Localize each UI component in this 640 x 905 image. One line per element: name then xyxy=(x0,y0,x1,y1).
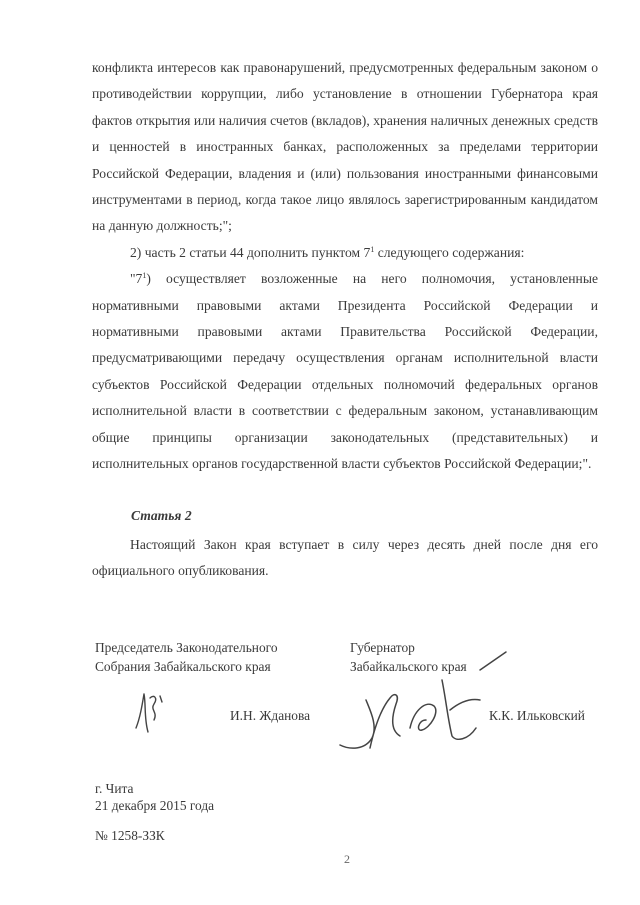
left-signature xyxy=(128,688,178,736)
article-2-heading: Статья 2 xyxy=(131,508,192,523)
page-number: 2 xyxy=(344,852,350,866)
law-text-body xyxy=(92,55,598,478)
city: г. Чита xyxy=(95,781,134,796)
place-and-date xyxy=(95,780,214,814)
law-number: № 1258-ЗЗК xyxy=(95,828,165,843)
signatory-right-title: Губернатор Забайкальского края xyxy=(350,640,467,674)
left-signatory-name: И.Н. Жданова xyxy=(230,708,311,723)
signatory-left-title: Председатель Законодательного Собрания Забайкальского края xyxy=(95,640,278,674)
date: 21 декабря 2015 года xyxy=(95,798,215,813)
paragraph-point-7-1: "$7^1$) осуществляет возложенные на него полномочия, установленные нормативными правовыми актами Президента Российской Федерации и нормативными правовыми актами Правительства Российской Федерации, предусматривающими передачу осуществления органам исполнительной власти субъектов Российской Федерации отдельных полномочий федеральных органов исполнительной власти в соответствии с федеральным законом, устанавливающим общие принципы организации законодательных (представительных) и исполнительных органов государственной власти субъектов Российской Федерации;". xyxy=(92,271,598,472)
right-signatory-name: К.К. Ильковский xyxy=(489,708,585,723)
right-signature xyxy=(330,650,510,765)
article-2-text: Настоящий Закон края вступает в силу через десять дней после дня его официального опубликования. xyxy=(92,537,598,579)
paragraph-continuation: конфликта интересов как правонарушений, предусмотренных федеральным законом о противодействии коррупции, либо установление в отношении Губернатора края фактов открытия или наличия счетов (вкладов), хранения наличных денежных средств и ценностей в иностранных банках, расположенных за пределами территории Российской Федерации, владения и (или) пользования иностранными финансовыми инструментами в период, когда такое лицо являлось зарегистрированным кандидатом на данную должность;"; xyxy=(92,60,598,234)
paragraph-amendment-2: 2) часть 2 статьи 44 дополнить пунктом $7^1$ следующего содержания: xyxy=(130,244,525,260)
